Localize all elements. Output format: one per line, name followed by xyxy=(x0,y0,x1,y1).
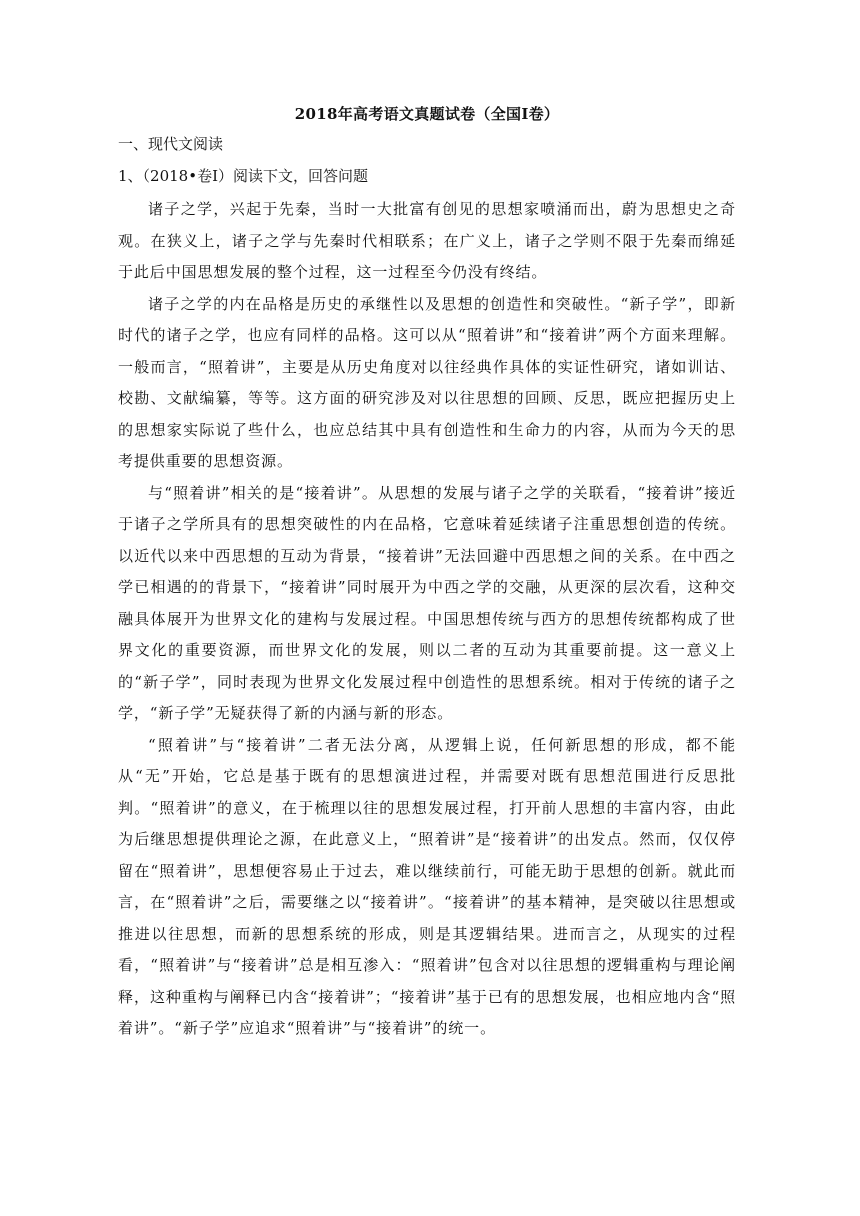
section-heading: 一、现代文阅读 xyxy=(118,135,224,153)
paragraph-4: “照着讲”与“接着讲”二者无法分离，从逻辑上说，任何新思想的形成，都不能从“无”开始，它总是基于既有的思想演进过程，并需要对既有思想范围进行反思批判。“照着讲”的意义，在于梳理以往的思想发展过程，打开前人思想的丰富内容，由此为后继思想提供理论之源，在此意义上，“照着讲”是“接着讲”的出发点。然而，仅仅停留在“照着讲”，思想便容易止于过去，难以继续前行，可能无助于思想的创新。就此而言，在“照着讲”之后，需要继之以“接着讲”。“接着讲”的基本精神，是突破以往思想或推进以往思想，而新的思想系统的形成，则是其逻辑结果。进而言之，从现实的过程看，“照着讲”与“接着讲”总是相互渗入：“照着讲”包含对以往思想的逻辑重构与理论阐释，这种重构与阐释已内含“接着讲”；“接着讲”基于已有的思想发展，也相应地内含“照着讲”。“新子学”应追求“照着讲”与“接着讲”的统一。 xyxy=(118,735,736,1037)
paragraph-2: 诸子之学的内在品格是历史的承继性以及思想的创造性和突破性。“新子学”，即新时代的诸子之学，也应有同样的品格。这可以从“照着讲”和“接着讲”两个方面来理解。一般而言，“照着讲”，主要是从历史角度对以往经典作具体的实证性研究，诸如训诂、校勘、文献编纂，等等。这方面的研究涉及对以往思想的回顾、反思，既应把握历史上的思想家实际说了些什么，也应总结其中具有创造性和生命力的内容，从而为今天的思考提供重要的思想资源。 xyxy=(118,294,736,470)
paragraph-1: 诸子之学，兴起于先秦，当时一大批富有创见的思想家喷涌而出，蔚为思想史之奇观。在狭义上，诸子之学与先秦时代相联系；在广义上，诸子之学则不限于先秦而绵延于此后中国思想发展的整个过程，这一过程至今仍没有终结。 xyxy=(118,200,736,281)
document-body xyxy=(118,100,736,1045)
paragraph-3: 与“照着讲”相关的是“接着讲”。从思想的发展与诸子之学的关联看，“接着讲”接近于诸子之学所具有的思想突破性的内在品格，它意味着延续诸子注重思想创造的传统。以近代以来中西思想的互动为背景，“接着讲”无法回避中西思想之间的关系。在中西之学已相遇的的背景下，“接着讲”同时展开为中西之学的交融，从更深的层次看，这种交融具体展开为世界文化的建构与发展过程。中国思想传统与西方的思想传统都构成了世界文化的重要资源，而世界文化的发展，则以二者的互动为其重要前提。这一意义上的“新子学”，同时表现为世界文化发展过程中创造性的思想系统。相对于传统的诸子之学，“新子学”无疑获得了新的内涵与新的形态。 xyxy=(118,483,736,722)
document-title: 2018年高考语文真题试卷（全国Ⅰ卷） xyxy=(294,105,560,123)
question-intro: 1、（2018•卷Ⅰ）阅读下文，回答问题 xyxy=(118,167,368,185)
